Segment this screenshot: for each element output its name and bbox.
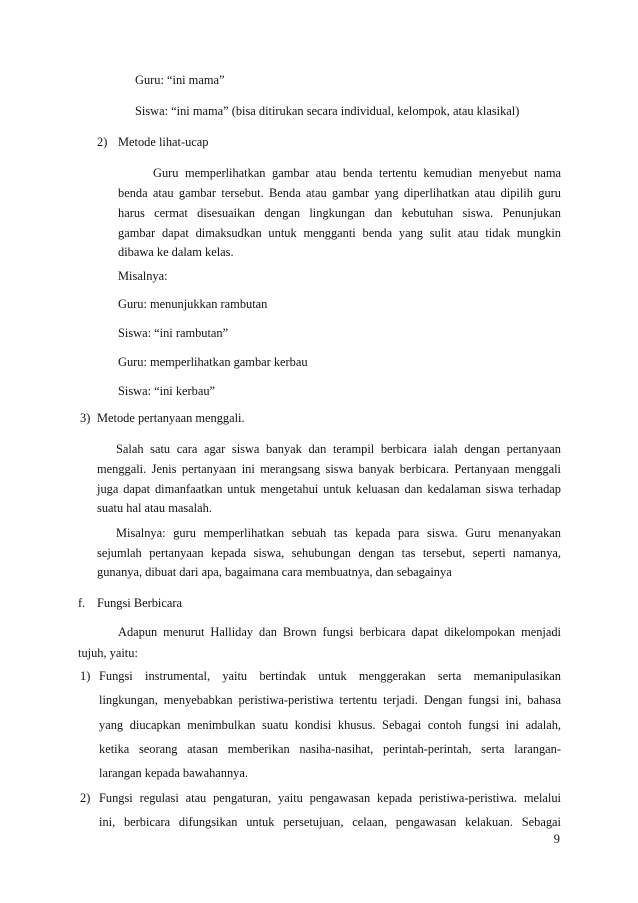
text-line: ini, berbicara difungsikan untuk persetujuan, celaan, pengawasan kelakuan. Sebagai [99, 815, 561, 829]
text-line: lingkungan, menyebabkan peristiwa-peristiwa tertentu terjadi. Dengan fungsi ini, bahasa [99, 693, 561, 707]
text-line: gambar dapat dimaksudkan untuk mengganti benda yang sulit atau tidak mungkin [118, 226, 561, 240]
text-line: suatu hal atau masalah. [97, 501, 212, 515]
text-line: sejumlah pertanyaan kepada siswa, sehubungan dengan tas tersebut, seperti namanya, [97, 546, 561, 560]
section-letter: f. [78, 596, 86, 610]
list-number: 2) [97, 135, 108, 149]
text-line: Salah satu cara agar siswa banyak dan terampil berbicara ialah dengan pertanyaan [116, 442, 561, 456]
text-line: dibawa ke dalam kelas. [118, 245, 234, 259]
text-line: Siswa: “ini mama” (bisa ditirukan secara individual, kelompok, atau klasikal) [135, 104, 520, 118]
text-line: menggali. Jenis pertanyaan ini merangsang siswa banyak berbicara. Pertanyaan menggali [97, 462, 561, 476]
text-line: larangan kepada bawahannya. [99, 766, 248, 780]
text-line: Siswa: “ini kerbau” [118, 384, 216, 398]
text-line: ketika seorang atasan memberikan nasiha-nasihat, perintah-perintah, serta larangan- [99, 742, 561, 756]
text-line: harus cermat disesuaikan dengan lingkungan dan kebutuhan siswa. Penunjukan [118, 206, 561, 220]
text-line: juga dapat dimanfaatkan untuk mengetahui untuk keluasan dan kedalaman siswa terhadap [97, 482, 561, 496]
text-line: Guru: memperlihatkan gambar kerbau [118, 355, 308, 369]
list-heading: Metode lihat-ucap [118, 135, 209, 149]
text-line: Fungsi instrumental, yaitu bertindak untuk menggerakan serta memanipulasikan [99, 669, 561, 683]
text-line: Guru memperlihatkan gambar atau benda tertentu kemudian menyebut nama [153, 166, 561, 180]
text-line: Guru: “ini mama” [135, 73, 225, 87]
list-number: 1) [80, 669, 91, 683]
text-line: Misalnya: [118, 269, 168, 283]
text-line: Adapun menurut Halliday dan Brown fungsi berbicara dapat dikelompokan menjadi [118, 625, 561, 639]
text-line: Fungsi regulasi atau pengaturan, yaitu pengawasan kepada peristiwa-peristiwa. melalui [99, 791, 561, 805]
text-line: Guru: menunjukkan rambutan [118, 297, 268, 311]
text-line: Misalnya: guru memperlihatkan sebuah tas kepada para siswa. Guru menanyakan [116, 526, 561, 540]
list-number: 2) [80, 791, 91, 805]
text-line: gunanya, dibuat dari apa, bagaimana cara membuatnya, dan sebagainya [97, 565, 452, 579]
text-line: Siswa: “ini rambutan” [118, 326, 229, 340]
list-heading: Metode pertanyaan menggali. [97, 411, 245, 425]
section-heading: Fungsi Berbicara [97, 596, 182, 610]
text-line: tujuh, yaitu: [78, 646, 138, 660]
page-number: 9 [553, 832, 560, 846]
text-line: benda atau gambar tersebut. Benda atau gambar yang diperlihatkan atau dipilih guru [118, 186, 561, 200]
text-line: yang diucapkan menimbulkan suatu kondisi khusus. Sebagai contoh fungsi ini adalah, [99, 718, 561, 732]
list-number: 3) [80, 411, 91, 425]
